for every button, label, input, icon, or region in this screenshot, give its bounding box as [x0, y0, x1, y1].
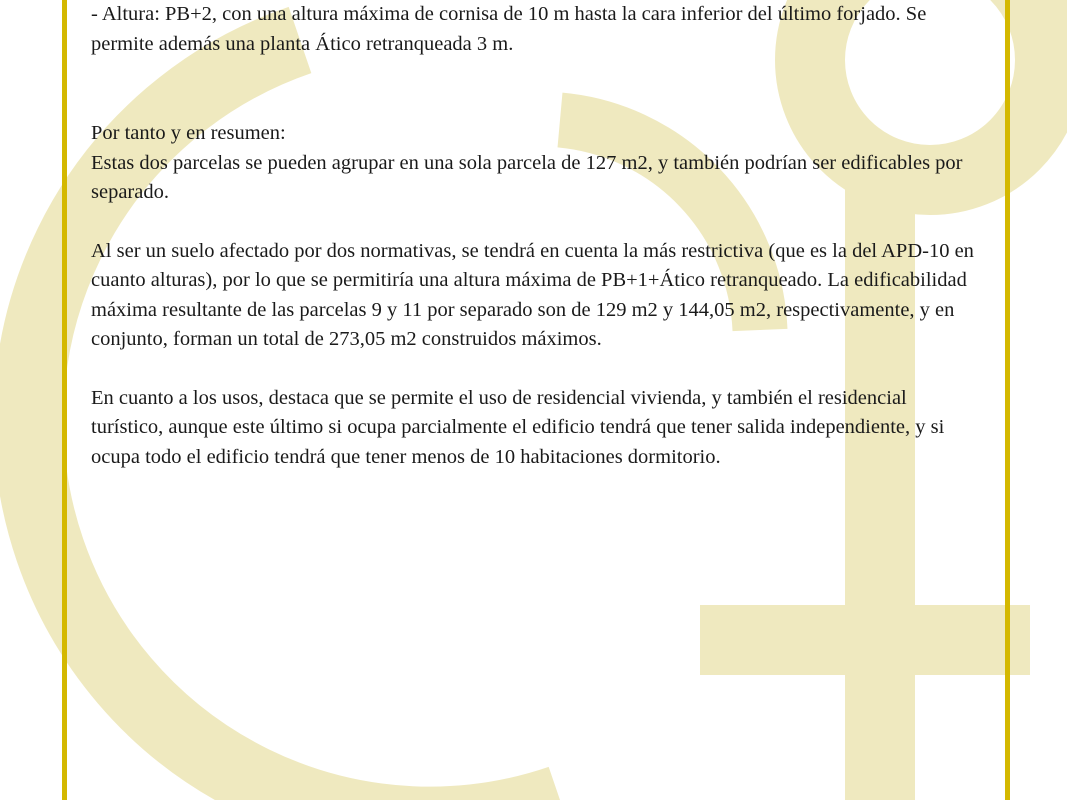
- document-body: [91, 0, 981, 472]
- uses-paragraph: En cuanto a los usos, destaca que se permite el uso de residencial vivienda, y también el residencial turístico, aunque este último si ocupa parcialmente el edificio tendrá que tener salida independiente, y si ocupa todo el edificio tendrá que tener menos de 10 habitaciones dormitorio.: [91, 386, 945, 468]
- height-regulation-paragraph: - Altura: PB+2, con una altura máxima de cornisa de 10 m hasta la cara inferior del último forjado. Se permite además una planta Ático retranqueada 3 m.: [91, 3, 927, 55]
- soil-regulation-paragraph: Al ser un suelo afectado por dos normativas, se tendrá en cuenta la más restrictiva (que es la del APD-10 en cuanto alturas), por lo que se permitiría una altura máxima de PB+1+Ático retranqueado. La edificabilidad máxima resultante de las parcelas 9 y 11 por separado son de 129 m2 y 144,05 m2, respectivamente, y en conjunto, forman un total de 273,05 m2 construidos máximos.: [91, 239, 974, 350]
- summary-paragraph: Estas dos parcelas se pueden agrupar en una sola parcela de 127 m2, y también podrían ser edificables por separado.: [91, 151, 963, 203]
- summary-heading: Por tanto y en resumen:: [91, 122, 286, 144]
